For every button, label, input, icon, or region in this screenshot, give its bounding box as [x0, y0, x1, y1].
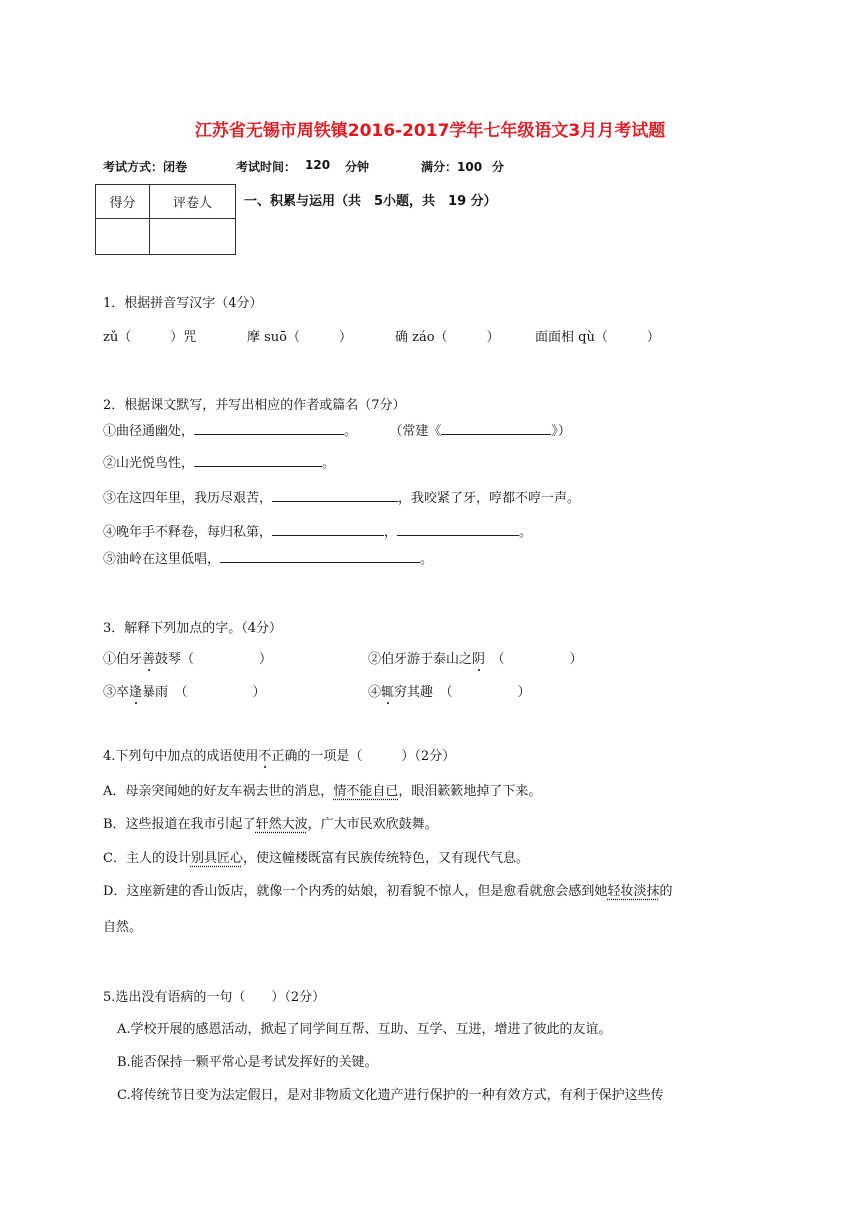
grader-header: 评卷人 [150, 185, 236, 219]
q4-option-d [103, 880, 672, 899]
q4-text: 的 [659, 884, 673, 899]
score-cell[interactable] [96, 219, 150, 255]
grader-cell[interactable] [150, 219, 236, 255]
dotted-char: 善 [142, 652, 156, 667]
exam-time-label: 考试时间： [236, 160, 297, 174]
q1-item-2: 摩 suō（ ） [247, 330, 353, 345]
q4-title [103, 745, 455, 764]
punct: 。 [344, 424, 358, 439]
q4-option-a [103, 780, 541, 799]
q2-line4-text: ④晚年手不释卷，每归私第， [103, 525, 273, 540]
dotted-idiom: 别具匠心 [190, 851, 243, 866]
dotted-idiom: 情不能自已 [333, 784, 399, 799]
q4-text: ，广大市民欢欣鼓舞。 [307, 817, 438, 832]
answer-blank[interactable] [441, 421, 551, 435]
q4-text: B．这些报道在我市引起了 [103, 817, 256, 832]
q3-item-2 [368, 648, 583, 667]
q4-text: A．母亲突闻她的好友车祸去世的消息， [103, 784, 334, 799]
answer-blank[interactable] [194, 453, 322, 467]
q2-line5-text: ⑤油岭在这里低唱， [103, 552, 221, 567]
q3-text: ④ [368, 685, 382, 700]
q3-text: ②伯牙游于泰山之 [368, 652, 473, 667]
exam-time-unit: 分钟 [345, 160, 370, 174]
dotted-idiom: 轻妆淡抹 [607, 884, 660, 899]
q4-text: ，使这幢楼既富有民族传统特色，又有现代气息。 [242, 851, 529, 866]
q5-option-a: A.学校开展的感恩活动，掀起了同学间互帮、互助、互学、互进，增进了彼此的友谊。 [117, 1022, 612, 1037]
punct: 。 [322, 456, 336, 471]
exam-time-value: 120 [305, 158, 331, 172]
q3-text: 暴雨 （ ） [142, 685, 266, 700]
punct: ， [384, 525, 398, 540]
full-score-label: 满分：100 [421, 160, 483, 174]
q4-option-d-cont: 自然。 [103, 920, 143, 935]
q5-option-b: B.能否保持一颗平常心是考试发挥好的关键。 [117, 1055, 378, 1070]
q3-text: ③卒 [103, 685, 130, 700]
q3-text: 穷其趣 （ ） [394, 685, 531, 700]
q4-text: C．主人的设计 [103, 851, 191, 866]
q3-title: 3．解释下列加点的字。（4分） [103, 621, 283, 636]
q5-option-c: C.将传统节日变为法定假日，是对非物质文化遗产进行保护的一种有效方式，有利于保护这些传 [117, 1088, 664, 1103]
q2-line3-tail: ，我咬紧了牙，哼都不哼一声。 [398, 491, 581, 506]
q4-text: D．这座新建的香山饭店，就像一个内秀的姑娘，初看貌不惊人，但是愈看就愈会感到她 [103, 884, 608, 899]
answer-blank[interactable] [272, 522, 384, 536]
dotted-char: 阴 [472, 652, 486, 667]
q2-line-1 [103, 420, 571, 439]
q3-text: 鼓琴（ ） [155, 652, 273, 667]
author-prefix: （常建《 [389, 424, 442, 439]
q4-text: 4.下列句中加点的成语使用 [103, 749, 259, 764]
answer-blank[interactable] [397, 522, 519, 536]
q3-item-3 [103, 681, 266, 700]
dotted-char: 逢 [129, 685, 143, 700]
answer-blank[interactable] [220, 549, 420, 563]
dotted-char: 辄 [381, 685, 395, 700]
q1-title: 1．根据拼音写汉字（4分） [103, 296, 263, 311]
q4-option-c [103, 847, 529, 866]
q1-item-4: 面面相 qù（ ） [535, 330, 660, 345]
section-heading: 一、积累与运用（共 5小题，共 19 分） [244, 194, 497, 209]
answer-blank[interactable] [272, 488, 398, 502]
score-table [95, 184, 236, 255]
q3-item-4 [368, 681, 531, 700]
punct: 。 [420, 552, 434, 567]
author-suffix: 》） [551, 424, 571, 439]
dotted-char: 不 [258, 749, 272, 764]
full-score-unit: 分 [492, 160, 505, 174]
q2-line2-text: ②山光悦鸟性， [103, 456, 195, 471]
q4-text: 正确的一项是（ ）（2分） [271, 749, 456, 764]
q2-line-4 [103, 521, 532, 540]
dotted-idiom: 轩然大波 [255, 817, 308, 832]
punct: 。 [519, 525, 533, 540]
score-header: 得分 [96, 185, 150, 219]
q5-title: 5.选出没有语病的一句（ ）（2分） [103, 990, 326, 1005]
q1-item-1: zǔ（ ）咒 [103, 330, 197, 345]
answer-blank[interactable] [194, 421, 344, 435]
q2-line3-text: ③在这四年里，我历尽艰苦， [103, 491, 273, 506]
exam-mode: 考试方式：闭卷 [103, 160, 188, 174]
q3-item-1 [103, 648, 272, 667]
q2-line-5 [103, 548, 433, 567]
q2-line-3 [103, 487, 580, 506]
q3-text: ①伯牙 [103, 652, 143, 667]
document-title: 江苏省无锡市周铁镇2016-2017学年七年级语文3月月考试题 [194, 121, 666, 141]
q4-text: ，眼泪簌簌地掉了下来。 [398, 784, 542, 799]
q3-text: （ ） [485, 652, 583, 667]
q1-item-3: 确 záo（ ） [395, 330, 500, 345]
q2-title: 2．根据课文默写，并写出相应的作者或篇名（7分） [103, 398, 406, 413]
q2-line-2 [103, 452, 335, 471]
q2-line1-text: ①曲径通幽处， [103, 424, 195, 439]
q4-option-b [103, 813, 438, 832]
